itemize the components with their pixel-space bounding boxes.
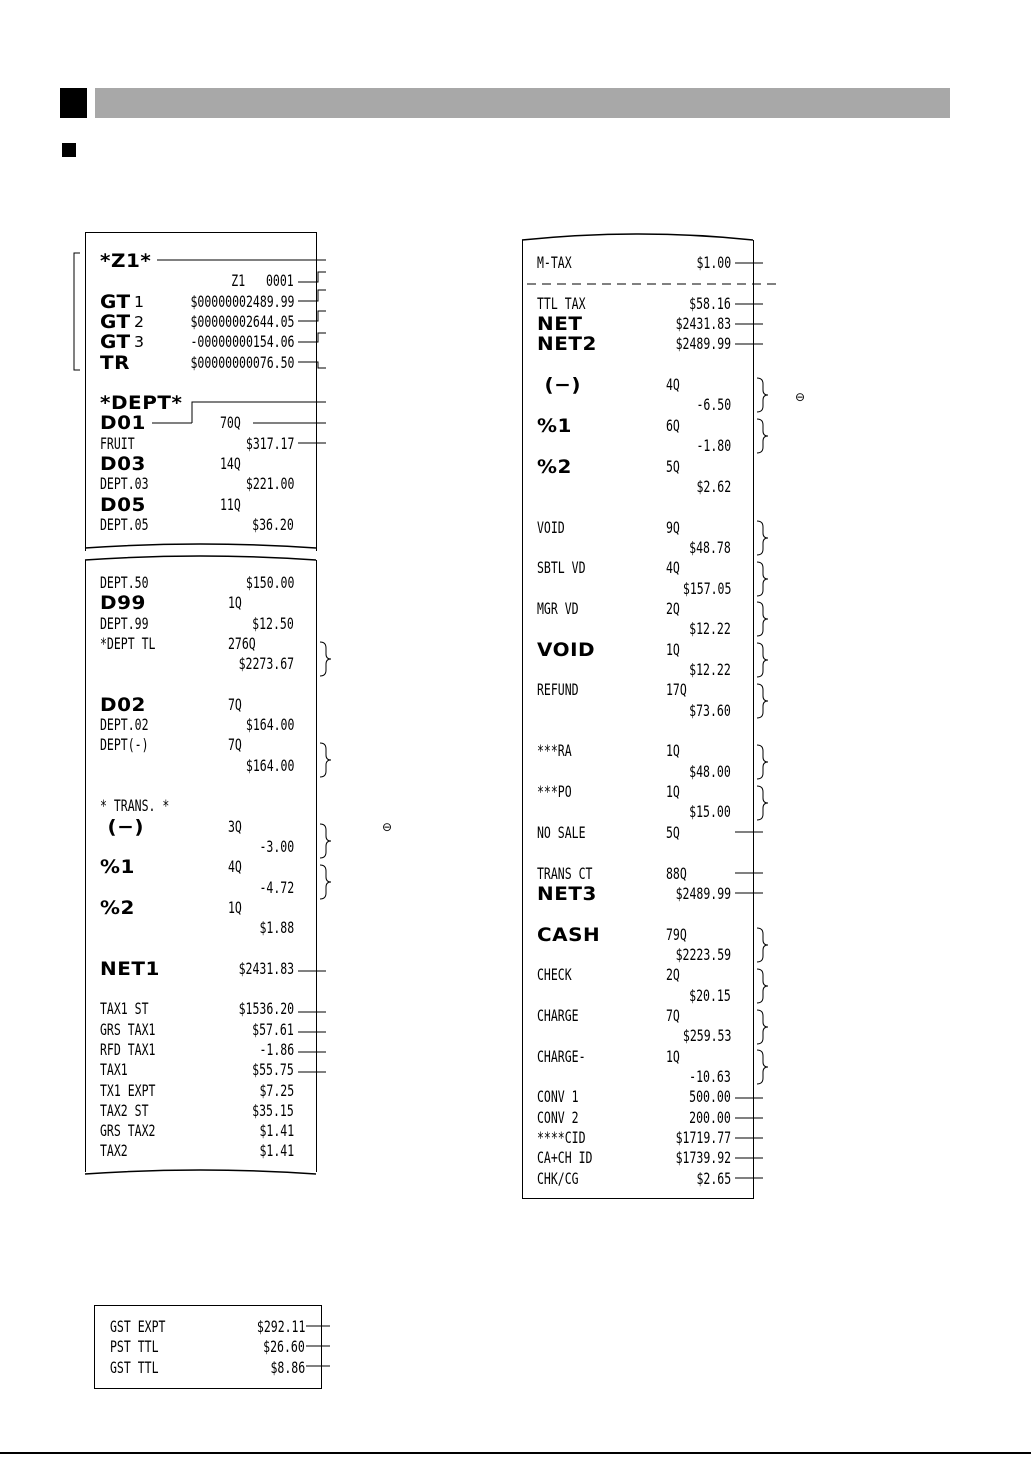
receipt-line bbox=[86, 817, 316, 837]
receipt-value: $2431.83 bbox=[238, 958, 294, 978]
receipt-line bbox=[523, 395, 753, 415]
minus-key-symbol: ⊖ bbox=[795, 390, 806, 404]
receipt-line bbox=[86, 312, 316, 332]
receipt-label: TRANS CT bbox=[537, 863, 593, 883]
receipt-line bbox=[523, 457, 753, 477]
receipt-quantity: 3Q bbox=[228, 816, 242, 836]
receipt-value: $1.41 bbox=[259, 1141, 294, 1161]
receipt-label: MGR VD bbox=[537, 598, 579, 618]
receipt-quantity: 2Q bbox=[666, 598, 680, 618]
receipt-label: SBTL VD bbox=[537, 558, 586, 578]
receipt-line bbox=[523, 375, 753, 395]
receipt-line bbox=[523, 314, 753, 334]
receipt-value: $1.41 bbox=[259, 1121, 294, 1141]
receipt-value: -6.50 bbox=[696, 395, 731, 415]
receipt-line bbox=[523, 864, 753, 884]
receipt-value: $12.22 bbox=[689, 660, 731, 679]
receipt-line bbox=[523, 782, 753, 802]
receipt-line bbox=[86, 1081, 316, 1101]
receipt-line bbox=[523, 925, 753, 945]
receipt-label: GT bbox=[100, 331, 131, 354]
receipt-label: ***RA bbox=[537, 741, 572, 761]
receipt-label: GT bbox=[100, 310, 131, 333]
receipt-line bbox=[523, 762, 753, 782]
receipt-value: $1.00 bbox=[696, 253, 731, 272]
receipt-line bbox=[523, 1026, 753, 1046]
receipt-z1-part2 bbox=[85, 560, 317, 1172]
receipt-line bbox=[523, 416, 753, 436]
receipt-line bbox=[86, 614, 316, 634]
receipt-label: TX1 EXPT bbox=[100, 1080, 156, 1100]
receipt-value: -4.72 bbox=[259, 877, 294, 897]
receipt-line bbox=[86, 413, 316, 433]
receipt-line bbox=[523, 253, 753, 273]
receipt-value: $164.00 bbox=[245, 755, 294, 775]
receipt-quantity: 5Q bbox=[666, 456, 680, 476]
receipt-label: *DEPT TL bbox=[100, 633, 156, 653]
receipt-value: $58.16 bbox=[689, 293, 731, 313]
receipt-line bbox=[86, 271, 316, 291]
receipt-line bbox=[95, 1337, 321, 1357]
receipt-line bbox=[86, 251, 316, 271]
receipt-quantity: 276Q bbox=[228, 633, 256, 653]
receipt-label: %1 bbox=[100, 856, 135, 879]
receipt-quantity: 7Q bbox=[228, 735, 242, 755]
receipt-label: PST TTL bbox=[110, 1337, 159, 1357]
receipt-line bbox=[523, 904, 753, 924]
receipt-line bbox=[86, 695, 316, 715]
receipt-line bbox=[523, 986, 753, 1006]
receipt-value: $2.62 bbox=[696, 476, 731, 496]
footer-rule bbox=[0, 1452, 1031, 1454]
receipt-value: $1.88 bbox=[259, 918, 294, 938]
receipt-quantity: 1Q bbox=[666, 782, 680, 802]
receipt-quantity: 14Q bbox=[220, 454, 241, 473]
receipt-label: (−) bbox=[537, 374, 582, 397]
receipt-quantity: 1Q bbox=[666, 1046, 680, 1066]
receipt-label: CHARGE bbox=[537, 1005, 579, 1025]
receipt-quantity: 1Q bbox=[228, 593, 242, 613]
receipt-quantity: 4Q bbox=[666, 375, 680, 395]
receipt-line bbox=[86, 796, 316, 816]
receipt-line bbox=[523, 741, 753, 761]
receipt-value: $1719.77 bbox=[675, 1128, 731, 1148]
receipt-line bbox=[86, 999, 316, 1019]
receipt-line bbox=[86, 332, 316, 352]
receipt-quantity: 7Q bbox=[228, 694, 242, 714]
receipt-label: CHECK bbox=[537, 965, 572, 985]
receipt-label: DEPT.05 bbox=[100, 514, 149, 534]
receipt-line bbox=[86, 515, 316, 535]
receipt-line bbox=[86, 1020, 316, 1040]
receipt-line bbox=[86, 675, 316, 695]
receipt-line bbox=[523, 1006, 753, 1026]
receipt-quantity: 79Q bbox=[666, 924, 687, 944]
receipt-line bbox=[86, 1060, 316, 1080]
receipt-line bbox=[86, 837, 316, 857]
receipt-label: REFUND bbox=[537, 680, 579, 700]
receipt-label: DEPT.02 bbox=[100, 715, 149, 735]
receipt-value: $35.15 bbox=[252, 1100, 294, 1120]
receipt-value: $292.11 bbox=[256, 1317, 305, 1336]
receipt-value: $26.60 bbox=[263, 1337, 305, 1357]
receipt-line bbox=[523, 843, 753, 863]
receipt-value: -00000000154.06 bbox=[189, 332, 294, 352]
receipt-label: TAX1 ST bbox=[100, 999, 149, 1019]
subsection-bullet bbox=[62, 143, 76, 157]
receipt-value: $48.00 bbox=[689, 761, 731, 781]
receipt-line bbox=[86, 292, 316, 312]
receipt-value: $00000002489.99 bbox=[189, 291, 294, 311]
receipt-line bbox=[86, 1040, 316, 1060]
receipt-line bbox=[86, 353, 316, 373]
receipt-line bbox=[523, 965, 753, 985]
receipt-value: $2431.83 bbox=[675, 314, 731, 334]
receipt-value: $00000000076.50 bbox=[189, 352, 294, 372]
receipt-value: $15.00 bbox=[689, 802, 731, 822]
receipt-label-sub: 3 bbox=[134, 333, 145, 352]
receipt-line bbox=[523, 579, 753, 599]
receipt-line bbox=[523, 619, 753, 639]
receipt-label-sub: 2 bbox=[134, 312, 145, 331]
receipt-line bbox=[523, 599, 753, 619]
receipt-line bbox=[523, 1128, 753, 1148]
receipt-line bbox=[523, 538, 753, 558]
receipt-quantity: 1Q bbox=[666, 741, 680, 761]
receipt-value: $1536.20 bbox=[238, 999, 294, 1019]
receipt-label: TTL TAX bbox=[537, 293, 586, 313]
receipt-value: $2.65 bbox=[696, 1168, 731, 1188]
receipt-value: $00000002644.05 bbox=[189, 311, 294, 331]
receipt-label: CONV 2 bbox=[537, 1107, 579, 1127]
receipt-line bbox=[95, 1317, 321, 1337]
receipt-label: GST EXPT bbox=[110, 1317, 166, 1336]
receipt-label: D02 bbox=[100, 693, 146, 716]
receipt-quantity: 4Q bbox=[666, 558, 680, 578]
receipt-label: NET3 bbox=[537, 882, 597, 905]
receipt-line bbox=[523, 294, 753, 314]
receipt-label: CHARGE- bbox=[537, 1046, 586, 1066]
receipt-label: %2 bbox=[100, 896, 135, 919]
receipt-z1-part3 bbox=[522, 240, 754, 1199]
receipt-value: $2273.67 bbox=[238, 654, 294, 674]
receipt-line bbox=[523, 823, 753, 843]
receipt-line bbox=[86, 373, 316, 393]
receipt-quantity: 7Q bbox=[666, 1005, 680, 1025]
receipt-quantity: 1Q bbox=[666, 639, 680, 659]
receipt-line bbox=[86, 776, 316, 796]
receipt-value: $73.60 bbox=[689, 700, 731, 720]
receipt-line bbox=[86, 634, 316, 654]
receipt-line bbox=[523, 1047, 753, 1067]
receipt-line bbox=[86, 1101, 316, 1121]
receipt-line bbox=[523, 1087, 753, 1107]
receipt-value: $157.05 bbox=[682, 578, 731, 598]
receipt-line bbox=[523, 945, 753, 965]
receipt-label: VOID bbox=[537, 638, 596, 661]
receipt-line bbox=[523, 273, 753, 293]
receipt-label: CONV 1 bbox=[537, 1087, 579, 1107]
receipt-label: ***PO bbox=[537, 782, 572, 802]
receipt-label: GRS TAX2 bbox=[100, 1121, 156, 1141]
receipt-value: $20.15 bbox=[689, 985, 731, 1005]
receipt-label: TAX2 ST bbox=[100, 1100, 149, 1120]
receipt-label: RFD TAX1 bbox=[100, 1039, 156, 1059]
receipt-label: NO SALE bbox=[537, 822, 586, 842]
receipt-line bbox=[86, 878, 316, 898]
receipt-label: FRUIT bbox=[100, 433, 135, 453]
receipt-value: $57.61 bbox=[252, 1019, 294, 1039]
receipt-label-sub: 1 bbox=[134, 292, 145, 311]
receipt-line bbox=[523, 436, 753, 456]
minus-key-symbol: ⊖ bbox=[382, 820, 393, 834]
receipt-value: Z1 0001 bbox=[231, 271, 294, 291]
receipt-line bbox=[86, 918, 316, 938]
receipt-value: $2489.99 bbox=[675, 334, 731, 354]
receipt-label: DEPT.03 bbox=[100, 474, 149, 494]
receipt-line bbox=[523, 660, 753, 680]
receipt-line bbox=[523, 558, 753, 578]
receipt-label: DEPT.50 bbox=[100, 573, 149, 592]
receipt-value: $317.17 bbox=[245, 433, 294, 453]
receipt-line bbox=[523, 518, 753, 538]
receipt-label: (−) bbox=[100, 815, 145, 838]
receipt-quantity: 5Q bbox=[666, 822, 680, 842]
receipt-line bbox=[86, 434, 316, 454]
receipt-label: VOID bbox=[537, 517, 565, 537]
receipt-line bbox=[523, 701, 753, 721]
receipt-line bbox=[86, 1141, 316, 1161]
receipt-line bbox=[523, 355, 753, 375]
receipt-line bbox=[86, 715, 316, 735]
receipt-line bbox=[523, 1108, 753, 1128]
receipt-line bbox=[86, 735, 316, 755]
receipt-line bbox=[86, 938, 316, 958]
receipt-line bbox=[86, 1121, 316, 1141]
receipt-value: -3.00 bbox=[259, 836, 294, 856]
section-marker bbox=[60, 88, 87, 118]
receipt-value: $259.53 bbox=[682, 1026, 731, 1046]
receipt-z1-part1 bbox=[85, 232, 317, 551]
receipt-quantity: 2Q bbox=[666, 965, 680, 985]
receipt-label: NET bbox=[537, 313, 583, 336]
receipt-line bbox=[86, 654, 316, 674]
receipt-line bbox=[523, 680, 753, 700]
receipt-quantity: 4Q bbox=[228, 857, 242, 877]
receipt-label: NET2 bbox=[537, 333, 597, 356]
receipt-label: TAX2 bbox=[100, 1141, 128, 1161]
receipt-label: DEPT(-) bbox=[100, 735, 149, 755]
receipt-line bbox=[86, 959, 316, 979]
receipt-label: CA+CH ID bbox=[537, 1148, 593, 1168]
receipt-quantity: 11Q bbox=[220, 494, 241, 514]
receipt-line bbox=[523, 721, 753, 741]
receipt-value: $12.22 bbox=[689, 619, 731, 639]
receipt-label: GRS TAX1 bbox=[100, 1019, 156, 1039]
receipt-value: 200.00 bbox=[689, 1107, 731, 1127]
receipt-line bbox=[86, 756, 316, 776]
receipt-label: * TRANS. * bbox=[100, 796, 170, 816]
receipt-value: -1.80 bbox=[696, 436, 731, 456]
receipt-line bbox=[523, 334, 753, 354]
receipt-label: D05 bbox=[100, 493, 146, 516]
receipt-quantity: 9Q bbox=[666, 517, 680, 537]
receipt-label: *DEPT* bbox=[100, 392, 183, 415]
receipt-quantity: 70Q bbox=[220, 413, 241, 433]
receipt-label: %1 bbox=[537, 414, 572, 437]
receipt-value: $12.50 bbox=[252, 613, 294, 633]
receipt-label: NET1 bbox=[100, 957, 160, 980]
receipt-quantity: 1Q bbox=[228, 897, 242, 917]
section-header-bar bbox=[95, 88, 950, 118]
receipt-line bbox=[86, 393, 316, 413]
receipt-value: $164.00 bbox=[245, 715, 294, 735]
receipt-quantity: 6Q bbox=[666, 415, 680, 435]
receipt-line bbox=[523, 1067, 753, 1087]
receipt-label: D03 bbox=[100, 453, 146, 475]
receipt-quantity: 17Q bbox=[666, 680, 687, 700]
receipt-label: %2 bbox=[537, 455, 572, 478]
receipt-label: D01 bbox=[100, 412, 146, 435]
receipt-line bbox=[523, 884, 753, 904]
receipt-line bbox=[523, 1169, 753, 1189]
receipt-line bbox=[95, 1358, 321, 1378]
receipt-line bbox=[86, 573, 316, 593]
receipt-line bbox=[86, 593, 316, 613]
receipt-line bbox=[86, 979, 316, 999]
receipt-label: GT bbox=[100, 290, 131, 313]
receipt-line bbox=[86, 857, 316, 877]
receipt-value: $150.00 bbox=[245, 573, 294, 592]
receipt-label: CHK/CG bbox=[537, 1168, 579, 1188]
receipt-label: *Z1* bbox=[100, 250, 152, 272]
receipt-quantity: 88Q bbox=[666, 863, 687, 883]
receipt-value: $48.78 bbox=[689, 537, 731, 557]
receipt-label: M-TAX bbox=[537, 253, 572, 272]
receipt-line bbox=[86, 898, 316, 918]
receipt-line bbox=[86, 454, 316, 474]
receipt-value: $7.25 bbox=[259, 1080, 294, 1100]
receipt-line bbox=[523, 477, 753, 497]
receipt-value: $2223.59 bbox=[675, 944, 731, 964]
receipt-line bbox=[523, 1148, 753, 1168]
receipt-value: 500.00 bbox=[689, 1087, 731, 1107]
receipt-label: D99 bbox=[100, 592, 146, 615]
receipt-value: -1.86 bbox=[259, 1039, 294, 1059]
receipt-label: TAX1 bbox=[100, 1060, 128, 1080]
receipt-label: TR bbox=[100, 351, 131, 374]
receipt-label: DEPT.99 bbox=[100, 613, 149, 633]
receipt-line bbox=[523, 497, 753, 517]
receipt-label: GST TTL bbox=[110, 1357, 159, 1377]
receipt-label: ****CID bbox=[537, 1128, 586, 1148]
receipt-value: $1739.92 bbox=[675, 1148, 731, 1168]
receipt-value: $36.20 bbox=[252, 514, 294, 534]
receipt-value: $2489.99 bbox=[675, 883, 731, 903]
receipt-label: CASH bbox=[537, 923, 601, 946]
receipt-line bbox=[523, 802, 753, 822]
receipt-line bbox=[86, 474, 316, 494]
gst-receipt-box bbox=[94, 1305, 322, 1389]
receipt-line bbox=[523, 640, 753, 660]
receipt-value: $221.00 bbox=[245, 474, 294, 494]
receipt-line bbox=[86, 495, 316, 515]
receipt-value: $55.75 bbox=[252, 1060, 294, 1080]
receipt-value: $8.86 bbox=[270, 1357, 305, 1377]
receipt-value: -10.63 bbox=[689, 1067, 731, 1086]
